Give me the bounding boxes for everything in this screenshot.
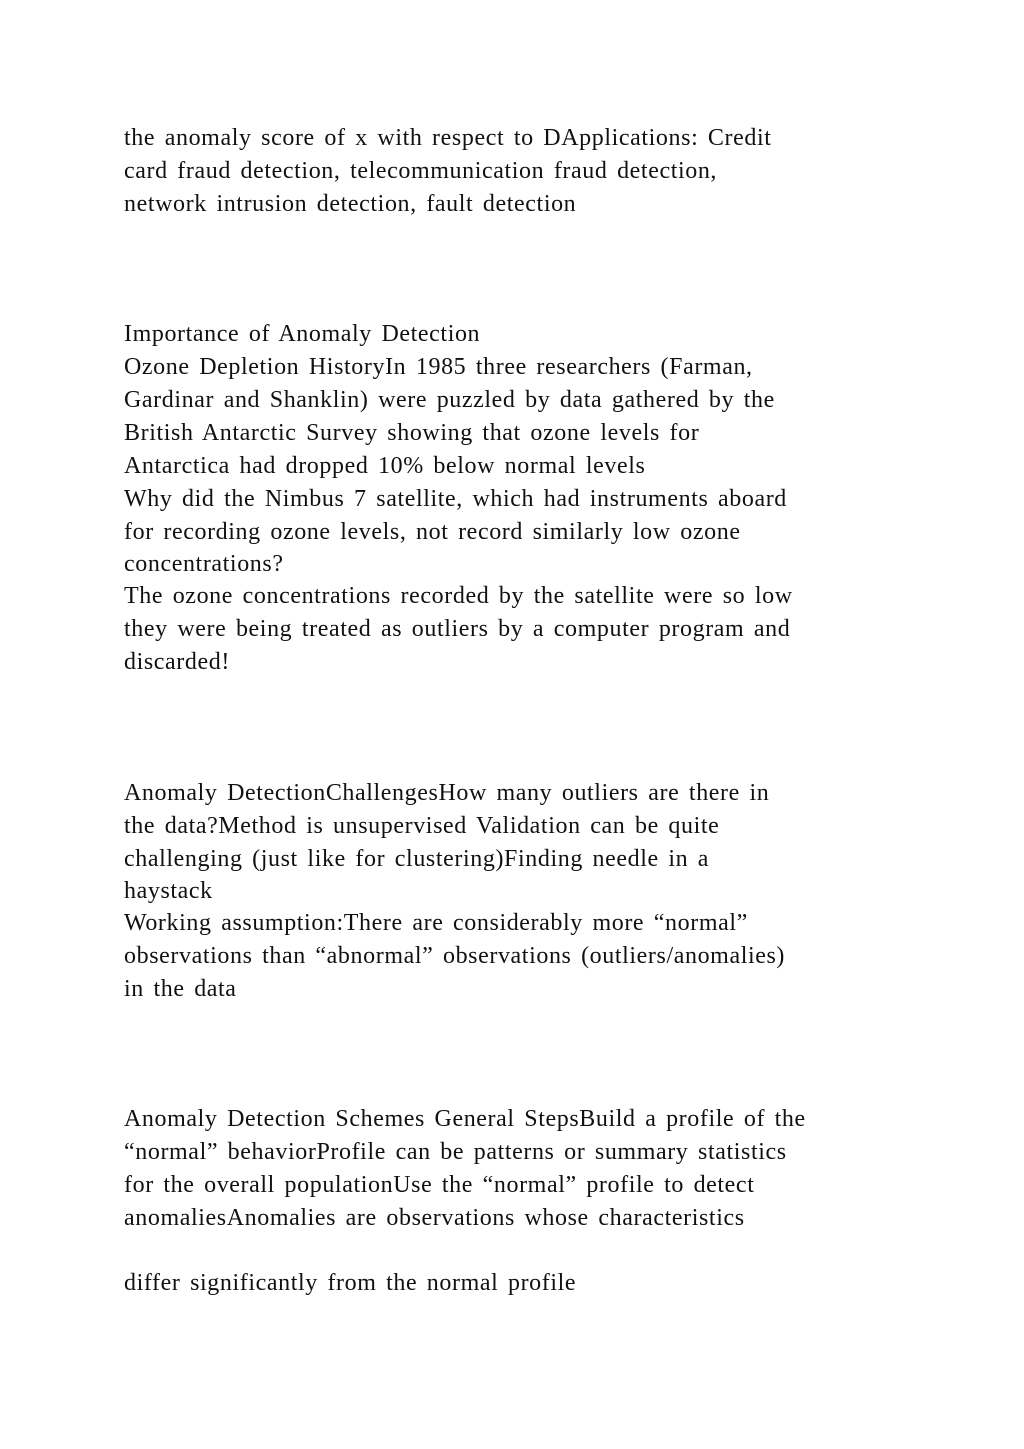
text-line: differ significantly from the normal profile xyxy=(124,1270,577,1296)
text-line: in the data xyxy=(124,976,237,1002)
text-line: the data?Method is unsupervised Validation can be quite xyxy=(124,813,720,839)
text-line: Why did the Nimbus 7 satellite, which had instruments aboard xyxy=(124,486,787,512)
text-line: the anomaly score of x with respect to DApplications: Credit xyxy=(124,125,772,151)
text-line: British Antarctic Survey showing that ozone levels for xyxy=(124,420,700,446)
text-line: discarded! xyxy=(124,649,230,675)
section-heading: Importance of Anomaly Detection xyxy=(124,321,481,347)
text-line: anomaliesAnomalies are observations whose characteristics xyxy=(124,1205,745,1231)
text-line: card fraud detection, telecommunication fraud detection, xyxy=(124,158,718,184)
text-line: haystack xyxy=(124,878,213,904)
text-line: for the overall populationUse the “normal” profile to detect xyxy=(124,1172,755,1198)
text-line: Anomaly Detection Schemes General StepsBuild a profile of the xyxy=(124,1106,806,1132)
text-line: Gardinar and Shanklin) were puzzled by data gathered by the xyxy=(124,387,775,413)
text-line: concentrations? xyxy=(124,551,284,577)
text-line: network intrusion detection, fault detection xyxy=(124,191,577,217)
text-line: Ozone Depletion HistoryIn 1985 three researchers (Farman, xyxy=(124,354,753,380)
text-line: they were being treated as outliers by a computer program and xyxy=(124,616,791,642)
text-line: The ozone concentrations recorded by the satellite were so low xyxy=(124,583,793,609)
text-line: challenging (just like for clustering)Finding needle in a xyxy=(124,846,710,872)
text-line: Working assumption:There are considerably more “normal” xyxy=(124,910,748,936)
text-line: Anomaly DetectionChallengesHow many outliers are there in xyxy=(124,780,770,806)
text-line: “normal” behaviorProfile can be patterns or summary statistics xyxy=(124,1139,787,1165)
text-line: observations than “abnormal” observations (outliers/anomalies) xyxy=(124,943,786,969)
text-line: for recording ozone levels, not record similarly low ozone xyxy=(124,519,741,545)
text-line: Antarctica had dropped 10% below normal levels xyxy=(124,453,646,479)
